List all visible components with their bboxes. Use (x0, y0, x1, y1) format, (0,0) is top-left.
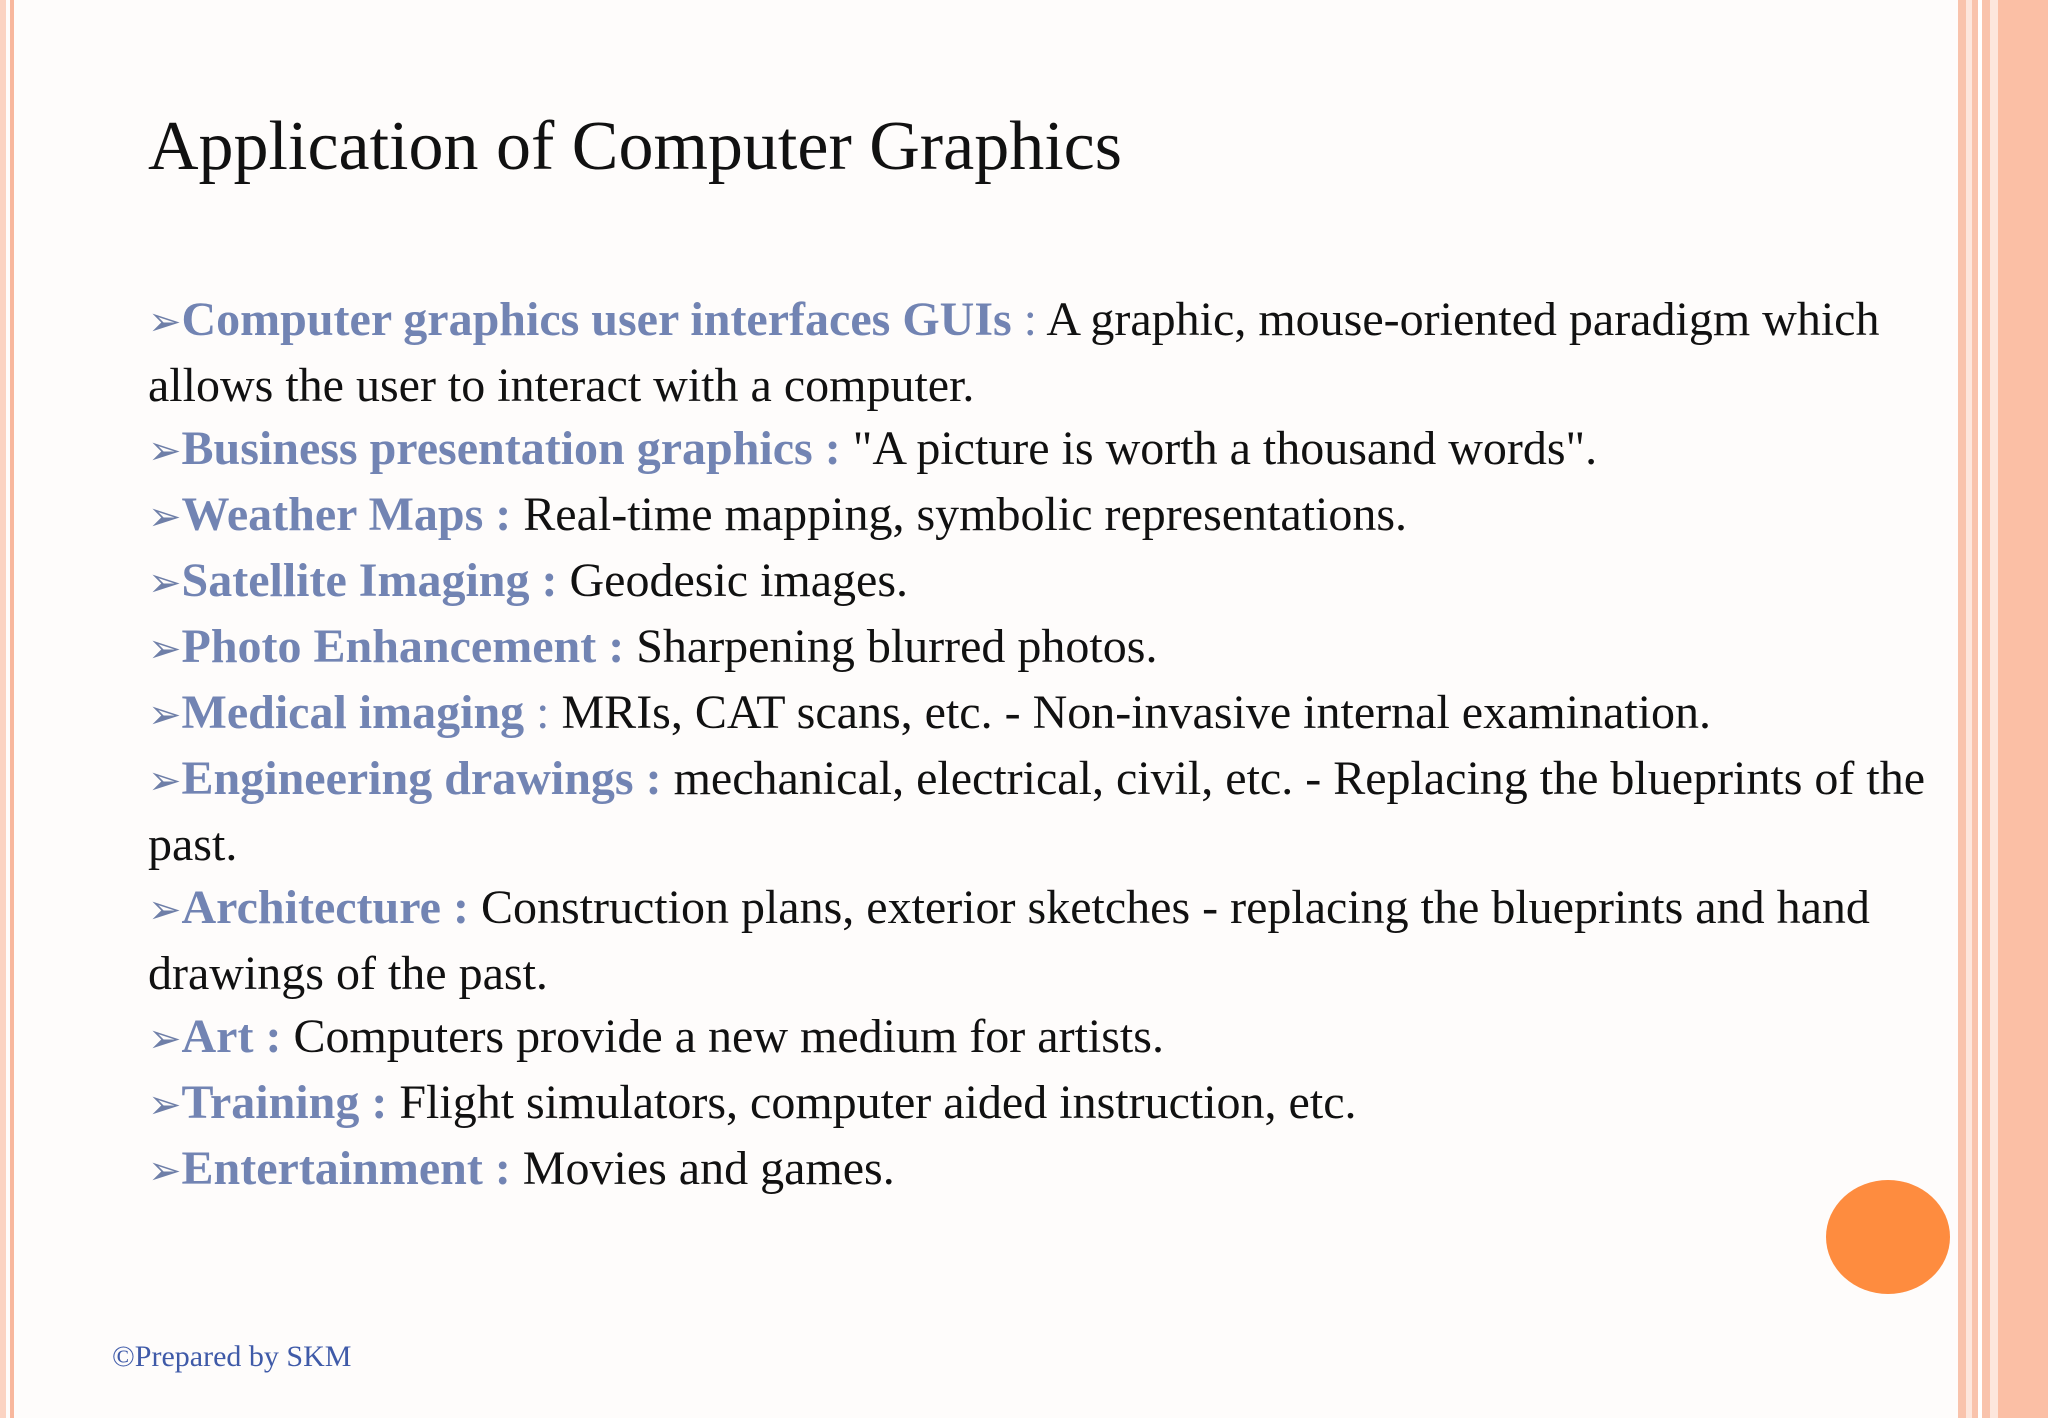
item-description: Flight simulators, computer aided instruction, etc. (387, 1076, 1357, 1129)
applications-list (148, 288, 1938, 1203)
right-border-band (1998, 0, 2048, 1418)
item-term: Satellite Imaging (181, 554, 530, 607)
item-term: Medical imaging (181, 686, 525, 739)
item-description: Construction plans, exterior sketches - replacing the blueprints and hand drawings of the past. (148, 881, 1870, 1000)
item-description: Sharpening blurred photos. (624, 620, 1158, 673)
footer-credit: ©Prepared by SKM (112, 1340, 352, 1373)
arrow-bullet-icon: ➢ (148, 1148, 182, 1194)
item-separator: : (483, 488, 512, 541)
left-border-line (10, 0, 14, 1418)
item-term: Photo Enhancement (181, 620, 597, 673)
item-description: A graphic, mouse-oriented paradigm which allows the user to interact with a computer. (148, 293, 1880, 412)
arrow-bullet-icon: ➢ (148, 428, 182, 474)
item-separator: : (596, 620, 625, 673)
list-item (148, 1005, 1938, 1071)
list-item (148, 876, 1938, 1005)
item-description: Computers provide a new medium for artists. (281, 1010, 1164, 1063)
item-term: Business presentation graphics (181, 422, 813, 475)
list-item (148, 615, 1938, 681)
list-item (148, 483, 1938, 549)
item-term: Entertainment (181, 1142, 483, 1195)
right-border-stripe (1990, 0, 1998, 1418)
item-term: Architecture (181, 881, 441, 934)
list-item (148, 747, 1938, 876)
item-term: Engineering drawings (181, 752, 634, 805)
list-item (148, 549, 1938, 615)
arrow-bullet-icon: ➢ (148, 560, 182, 606)
arrow-bullet-icon: ➢ (148, 626, 182, 672)
item-separator: : (524, 686, 550, 739)
arrow-bullet-icon: ➢ (148, 299, 182, 345)
right-border-stripe (1958, 0, 1966, 1418)
item-separator: : (529, 554, 558, 607)
item-separator: : (633, 752, 662, 805)
item-term: Art (181, 1010, 254, 1063)
item-description: Movies and games. (510, 1142, 895, 1195)
slide-title: Application of Computer Graphics (148, 108, 1122, 185)
item-separator: : (482, 1142, 511, 1195)
orange-circle-decoration (1826, 1180, 1950, 1294)
list-item (148, 681, 1938, 747)
item-description: MRIs, CAT scans, etc. - Non-invasive internal examination. (549, 686, 1712, 739)
list-item (148, 288, 1938, 417)
item-separator: : (812, 422, 841, 475)
arrow-bullet-icon: ➢ (148, 758, 182, 804)
list-item (148, 1137, 1938, 1203)
list-item (148, 417, 1938, 483)
arrow-bullet-icon: ➢ (148, 494, 182, 540)
item-description: "A picture is worth a thousand words". (840, 422, 1598, 475)
item-separator: : (440, 881, 469, 934)
right-border-stripe (1982, 0, 1990, 1418)
arrow-bullet-icon: ➢ (148, 887, 182, 933)
item-separator: : (1011, 293, 1038, 346)
arrow-bullet-icon: ➢ (148, 1016, 182, 1062)
item-term: Weather Maps (181, 488, 484, 541)
arrow-bullet-icon: ➢ (148, 692, 182, 738)
item-description: Geodesic images. (557, 554, 909, 607)
item-separator: : (253, 1010, 282, 1063)
left-border-stripe (0, 0, 6, 1418)
list-item (148, 1071, 1938, 1137)
item-description: mechanical, electrical, civil, etc. - Replacing the blueprints of the past. (148, 752, 1926, 871)
item-separator: : (359, 1076, 388, 1129)
item-term: Training (181, 1076, 360, 1129)
item-term: Computer graphics user interfaces GUIs (181, 293, 1012, 346)
item-description: Real-time mapping, symbolic representations. (511, 488, 1408, 541)
arrow-bullet-icon: ➢ (148, 1082, 182, 1128)
